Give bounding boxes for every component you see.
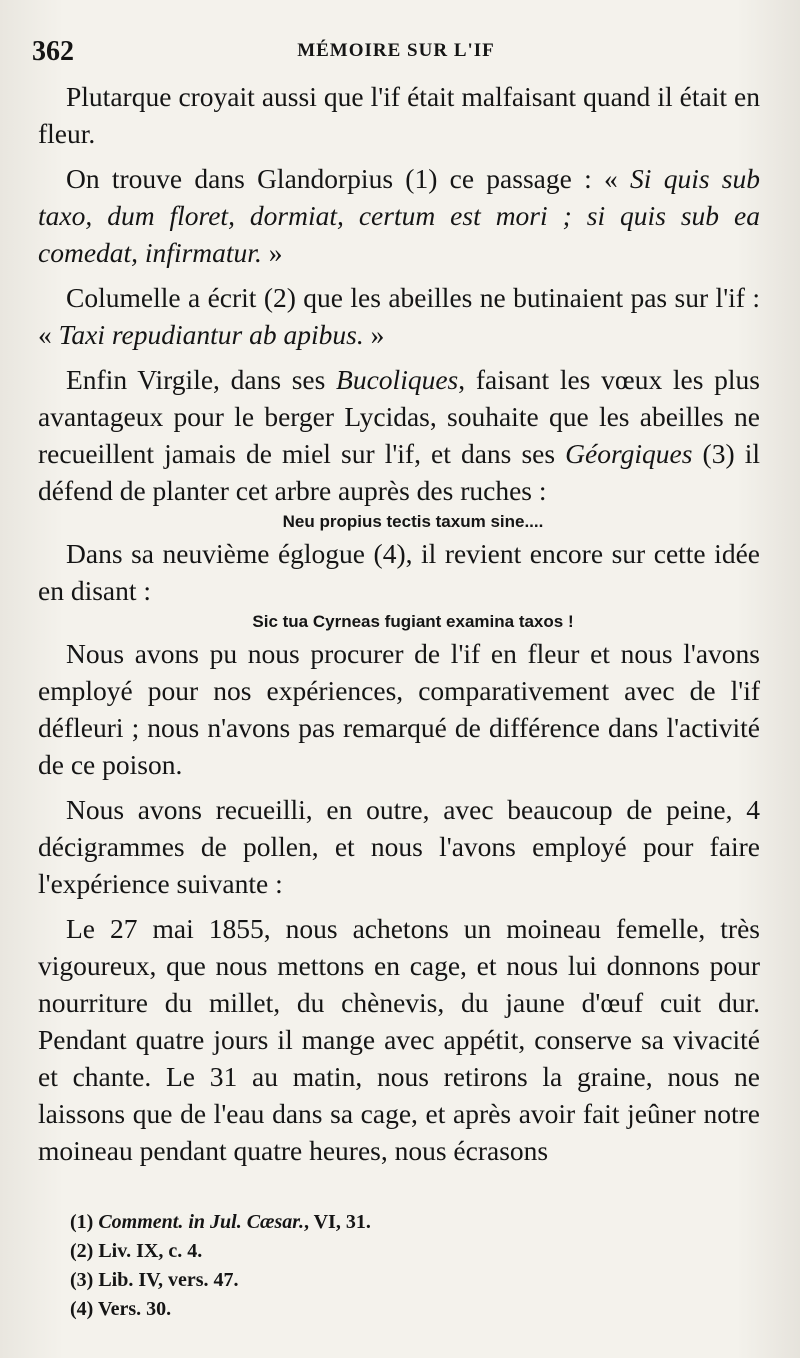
paragraph-pollen: Nous avons recueilli, en outre, avec beaucoup de peine, 4 décigrammes de pollen, et nous l'avons employé pour faire l'expérience suivante :: [38, 794, 760, 899]
paragraph-plutarque: Plutarque croyait aussi que l'if était malfaisant quand il était en fleur.: [38, 81, 760, 149]
page-number: 362: [32, 36, 74, 67]
running-title: MÉMOIRE SUR L'IF: [297, 40, 495, 61]
latin-quote: Taxi repudiantur ab apibus.: [58, 319, 364, 350]
footnote: (3) Lib. IV, vers. 47.: [70, 1269, 239, 1291]
verse-quote: Neu propius tectis taxum sine....: [282, 512, 544, 531]
footnote: (4) Vers. 30.: [70, 1298, 172, 1320]
paragraph-glandorpius: On trouve dans Glandorpius (1) ce passage : « Si quis sub taxo, dum floret, dormiat, certum est mori ; si quis sub ea comedat, infirmatur. »: [38, 163, 760, 268]
footnotes: [70, 1208, 710, 1324]
work-title: Bucoliques: [336, 364, 459, 395]
footnote: (2) Liv. IX, c. 4.: [70, 1240, 203, 1262]
work-title: Géorgiques: [565, 438, 693, 469]
paragraph-experience: Le 27 mai 1855, nous achetons un moineau femelle, très vigoureux, que nous mettons en cage, et nous lui donnons pour nourriture du millet, du chènevis, du jaune d'œuf cuit dur. Pendant quatre jours il mange avec appétit, conserve sa vivacité et chante. Le 31 au matin, nous retirons la graine, nous ne laissons que de l'eau dans sa cage, et après avoir fait jeûner notre moineau pendant quatre heures, nous écrasons: [38, 913, 760, 1166]
verse-quote: Sic tua Cyrneas fugiant examina taxos !: [252, 612, 574, 631]
page-header: [32, 36, 760, 66]
paragraph-if-en-fleur: Nous avons pu nous procurer de l'if en fleur et nous l'avons employé pour nos expériences, comparativement avec de l'if défleuri ; nous n'avons pas remarqué de différence dans l'activité de ce poison.: [38, 638, 760, 780]
body-text: [38, 78, 760, 1169]
paragraph-eglogue: Dans sa neuvième églogue (4), il revient encore sur cette idée en disant :: [38, 538, 760, 606]
paragraph-virgile: Enfin Virgile, dans ses Bucoliques, faisant les vœux les plus avantageux pour le berger Lycidas, souhaite que les abeilles ne recueillent jamais de miel sur l'if, et dans ses Géorgiques (3) il défend de planter cet arbre auprès des ruches :: [38, 364, 760, 506]
latin-quote: Si quis sub taxo, dum floret, dormiat, certum est mori ; si quis sub ea comedat, infirmatur.: [38, 163, 760, 268]
paragraph-columelle: Columelle a écrit (2) que les abeilles ne butinaient pas sur l'if : « Taxi repudiantur ab apibus. »: [38, 282, 760, 350]
footnote: (1) Comment. in Jul. Cæsar., VI, 31.: [70, 1211, 371, 1233]
